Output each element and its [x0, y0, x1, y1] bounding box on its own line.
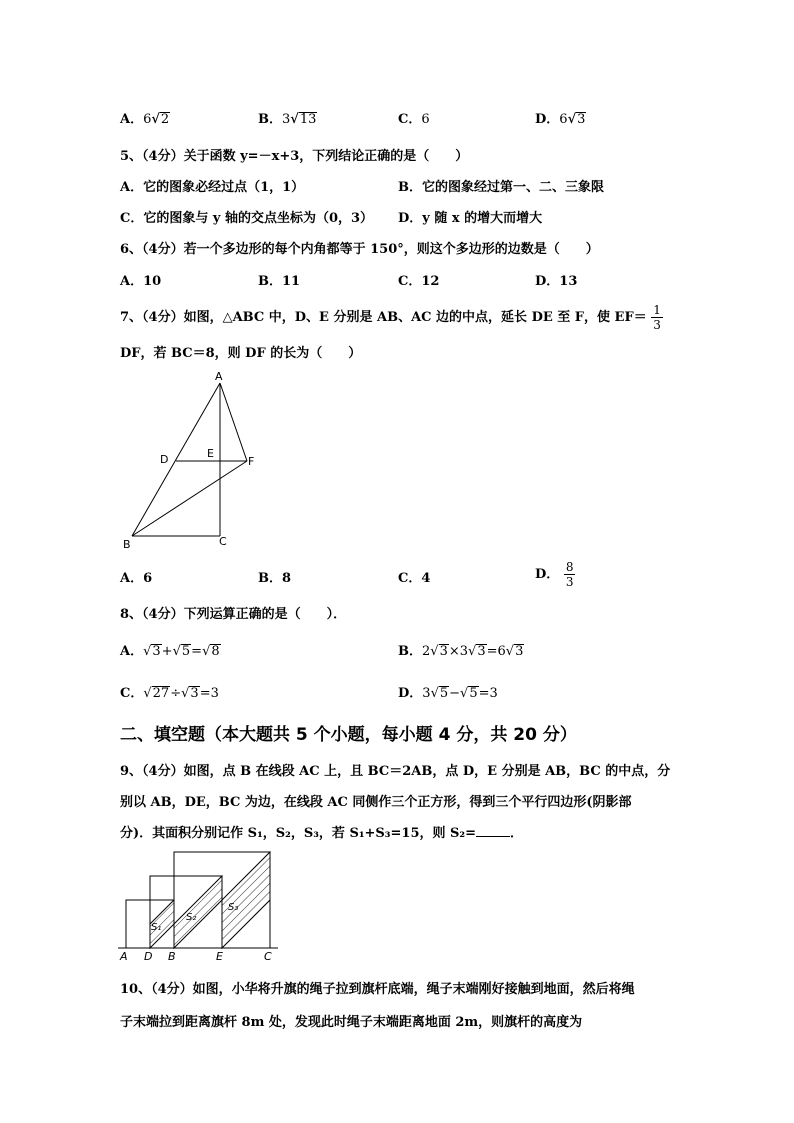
q6-option-b: B．11: [258, 274, 301, 289]
label-d: D: [144, 950, 153, 963]
label-f: F: [248, 455, 255, 468]
q6-option-a: A．10: [120, 274, 162, 289]
label-c: C: [219, 535, 227, 548]
math-coef: 2: [422, 644, 431, 659]
parallelogram-s2: [174, 876, 222, 948]
radicand: 3: [152, 644, 161, 659]
q5-stem: 5、（4分）关于函数 y=－x+3，下列结论正确的是（ ）: [120, 149, 469, 164]
q8-option-a: [120, 640, 221, 659]
operator: +: [161, 644, 173, 659]
q6-option-d: D．13: [535, 274, 578, 289]
q8-option-b: [398, 640, 524, 659]
label-a: A: [120, 950, 128, 963]
q8-option-d: [398, 682, 498, 701]
parallelogram-s3: [222, 852, 270, 948]
option-label: B．: [258, 112, 282, 127]
radical-sign: √: [430, 644, 439, 659]
q9-line1: 9、（4分）如图，点 B 在线段 AC 上，且 BC＝2AB，点 D，E 分别是 AB，BC 的中点，分: [120, 764, 671, 779]
q7-triangle-figure: [115, 368, 265, 553]
section-title: 二、填空题（本大题共 5 个小题，每小题 4 分，共 20 分）: [120, 725, 577, 745]
q6-option-c: C．12: [398, 274, 440, 289]
label-s1: S₁: [151, 922, 162, 933]
label-d: D: [160, 453, 169, 466]
q5-option-b: B．它的图象经过第一、二、三象限: [398, 180, 604, 195]
q6-stem: 6、（4分）若一个多边形的每个内角都等于 150°，则这个多边形的边数是（ ）: [120, 242, 599, 257]
q9-line3-text: 分)．其面积分别记作 S₁，S₂，S₃，若 S₁+S₃=15，则 S₂=: [120, 826, 476, 841]
operator: =3: [199, 686, 219, 701]
q9-line2: 别以 AB，DE，BC 为边，在线段 AC 同侧作三个正方形，得到三个平行四边形(阴影部: [120, 795, 632, 810]
option-label: B．: [398, 644, 422, 659]
q7-stem-line1: [120, 303, 663, 332]
radicand: 2: [160, 112, 170, 127]
radicand: 27: [152, 686, 170, 701]
radical-sign: √: [143, 686, 152, 701]
q5-option-c: C．它的图象与 y 轴的交点坐标为（0，3）: [120, 211, 374, 226]
q7-fraction: [651, 303, 663, 332]
radicand: 5: [469, 686, 478, 701]
radicand: 3: [190, 686, 199, 701]
q9-squares-figure: [118, 848, 283, 966]
label-b: B: [123, 538, 131, 551]
q7-option-d: [535, 560, 575, 589]
option-value: 6: [421, 112, 430, 127]
label-e: E: [216, 950, 223, 963]
radical-sign: √: [505, 644, 515, 659]
math-coef: 3: [282, 112, 291, 127]
math-coef: 3: [422, 686, 431, 701]
operator: ×3: [448, 644, 469, 659]
radicand: 5: [439, 686, 449, 701]
radicand: 3: [439, 644, 448, 659]
radicand: 3: [477, 644, 486, 659]
option-label: C．: [120, 686, 144, 701]
q9-line3: [120, 822, 523, 841]
label-s2: S₂: [186, 912, 197, 923]
label-b: B: [168, 950, 176, 963]
frac-denominator: 3: [653, 318, 661, 332]
q8-stem: 8、（4分）下列运算正确的是（ ）．: [120, 607, 347, 622]
radical-sign: √: [430, 686, 439, 701]
frac-denominator: 3: [565, 575, 574, 589]
label-c: C: [264, 950, 272, 963]
q7-stem-text: 7、（4分）如图，△ABC 中，D、E 分别是 AB、AC 边的中点，延长 DE 至 F，使 EF＝: [120, 310, 647, 325]
frac-numerator: 8: [565, 560, 574, 574]
operator: ÷: [170, 686, 182, 701]
segment-bf: [132, 461, 247, 536]
q10-line1: 10、（4分）如图，小华将升旗的绳子拉到旗杆底端，绳子末端刚好接触到地面，然后将绳: [120, 982, 635, 997]
label-a: A: [215, 370, 223, 383]
radical-sign: √: [460, 686, 469, 701]
operator: −: [449, 686, 461, 701]
q5-option-d: D．y 随 x 的增大而增大: [398, 211, 543, 226]
option-label: C．: [398, 112, 422, 127]
q8-option-c: [120, 682, 219, 701]
radicand: 8: [211, 644, 220, 659]
radical-sign: √: [172, 644, 181, 659]
q7-option-b: B．8: [258, 571, 292, 586]
radicand: 5: [181, 644, 191, 659]
option-label: D．: [535, 567, 560, 582]
q9-line3-end: ．: [510, 826, 524, 841]
answer-blank: [476, 824, 510, 837]
label-s3: S₃: [228, 902, 239, 913]
frac-numerator: 1: [653, 303, 661, 317]
q4-option-b: B．3√13: [258, 112, 317, 127]
segment-af: [220, 383, 247, 461]
radical-sign: √: [181, 686, 190, 701]
option-label: D．: [398, 686, 423, 701]
radical-sign: √: [468, 644, 477, 659]
q10-line2: 子末端拉到距离旗杆 8m 处，发现此时绳子末端距离地面 2m，则旗杆的高度为: [120, 1015, 583, 1030]
option-label: A．: [120, 112, 144, 127]
option-label: A．: [120, 644, 144, 659]
radicand: 3: [577, 112, 586, 127]
radical-sign: √: [202, 644, 211, 659]
operator: =6: [486, 644, 506, 659]
math-coef: 6: [559, 112, 568, 127]
q4-option-d: D．6√3: [535, 112, 586, 127]
q7-option-d-fraction: [564, 560, 576, 589]
q7-option-c: C．4: [398, 571, 431, 586]
option-label: D．: [535, 112, 560, 127]
q4-option-a: A．6√2: [120, 112, 170, 127]
operator: =3: [478, 686, 498, 701]
label-e: E: [207, 447, 214, 460]
q7-option-a: A．6: [120, 571, 153, 586]
q5-option-a: A．它的图象必经过点（1，1）: [120, 180, 305, 195]
q7-stem-line2: DF，若 BC＝8，则 DF 的长为（ ）: [120, 346, 362, 361]
radicand: 13: [299, 112, 317, 127]
q4-option-c: [398, 108, 430, 127]
radicand: 3: [515, 644, 524, 659]
operator: =: [191, 644, 203, 659]
radical-sign: √: [143, 644, 152, 659]
math-coef: 6: [143, 112, 152, 127]
